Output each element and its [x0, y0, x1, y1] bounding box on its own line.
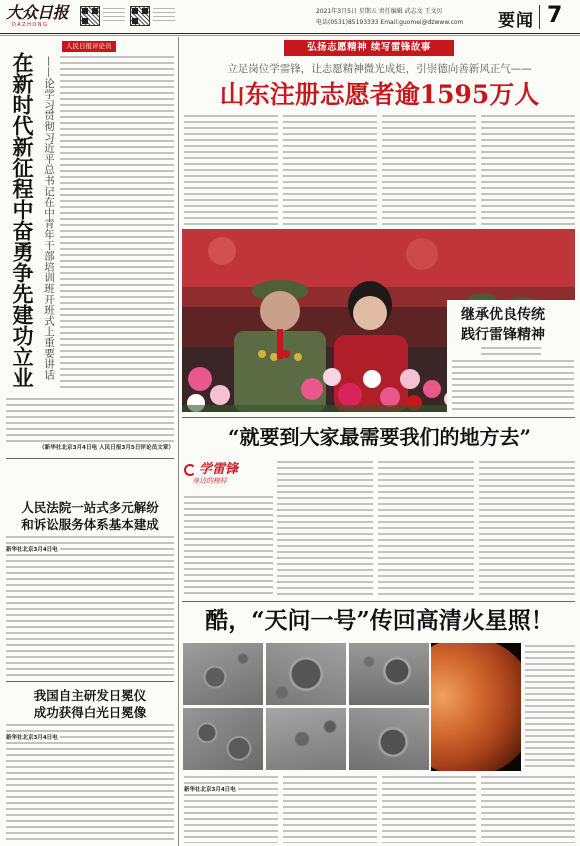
corona-body [6, 724, 174, 843]
corona-dateline: 新华社北京3月4日电 [6, 735, 58, 741]
qr-caption-lines [153, 8, 175, 24]
mars-photo-tile [266, 643, 346, 705]
court-headline [6, 499, 174, 533]
volunteer-kicker: 立足岗位学雷锋，让志愿精神微光成炬，引崇德向善新风正气—— [227, 63, 532, 75]
masthead-rule-thin [0, 35, 580, 36]
qr-code-icon [80, 6, 100, 26]
mars-headline: 酷，“天问一号”传回高清火星照！ [205, 607, 554, 634]
column-divider [178, 37, 179, 846]
mars-photo-tile [183, 708, 263, 770]
lei-feng-column-logo [184, 462, 272, 492]
lei-feng-logo-main: 学雷锋 [199, 462, 239, 477]
quote-body-col1 [184, 496, 273, 596]
qr-caption-lines [103, 8, 125, 24]
lei-feng-swoosh-icon [184, 464, 196, 476]
mars-body-col4 [481, 776, 575, 843]
logo-latin: DAZHONG [12, 22, 49, 28]
contact-line: 电话(0531)85193333 Email:guomei@dzwww.com [316, 19, 464, 26]
quote-body-col2 [277, 461, 373, 596]
volunteer-body-col3 [382, 115, 476, 225]
commentary-tag: 人民日报评论员 [62, 41, 116, 52]
mars-body-col1 [184, 776, 278, 843]
court-body [6, 536, 174, 676]
corona-headline-line1: 我国自主研发日冕仪 [33, 688, 147, 703]
corona-headline [6, 687, 174, 721]
sidebar-title-line1: 继承优良传统 [461, 307, 545, 323]
qr-code-icon [130, 6, 150, 26]
commentary-subtitle: ——论学习贯彻习近平总书记在中青年干部培训班开班式上重要讲话 [43, 56, 55, 380]
section-divider [6, 681, 174, 682]
volunteer-body-col4 [481, 115, 575, 225]
commentary-title: 在新时代新征程中奋勇争先建功立业 [10, 52, 35, 388]
date-line: 2021年3月5日 星期五 责任编辑 武志文 王文贝 [316, 8, 443, 15]
court-dateline: 新华社北京3月4日电 [6, 547, 58, 553]
volunteer-body-col2 [283, 115, 377, 225]
court-headline-line2: 和诉讼服务体系基本建成 [21, 517, 159, 532]
quote-body-col3 [378, 461, 474, 596]
sidebar-title-line2: 践行雷锋精神 [461, 327, 545, 343]
quote-headline: “就要到大家最需要我们的地方去” [227, 425, 531, 449]
mars-dateline: 新华社北京3月4日电 [184, 787, 236, 793]
mars-body-col2 [283, 776, 377, 843]
section-title: 要闻 [498, 11, 534, 31]
commentary-body [6, 398, 174, 442]
corona-headline-line2: 成功获得白光日冕像 [33, 705, 147, 720]
page-number: 7 [547, 3, 563, 28]
mars-photo-tile [349, 643, 429, 705]
masthead-rule [0, 33, 580, 34]
sidebar-byline [481, 347, 541, 357]
mars-globe-photo [431, 643, 521, 771]
commentary-body [60, 56, 174, 392]
volunteer-body-col1 [184, 115, 278, 225]
section-divider [182, 417, 575, 418]
mars-photo-tile [349, 708, 429, 770]
sidebar-body [452, 360, 574, 410]
mars-globe [431, 643, 521, 771]
lei-feng-logo-sub: 身边的榜样 [192, 477, 227, 485]
volunteer-banner: 弘扬志愿精神 续写雷锋故事 [284, 40, 454, 56]
logo-text: 大众日报 [6, 3, 69, 22]
section-divider [182, 601, 575, 602]
mars-photo-tile [266, 708, 346, 770]
commentary-source: （新华社北京3月4日电 人民日报3月5日评论员文章） [39, 445, 174, 451]
masthead-logo [6, 4, 68, 29]
court-headline-line1: 人民法院一站式多元解纷 [21, 500, 159, 515]
mars-caption [525, 645, 575, 771]
mars-body-col3 [382, 776, 476, 843]
mars-surface-photos [183, 643, 429, 771]
mars-photo-tile [183, 643, 263, 705]
section-divider [6, 458, 174, 459]
volunteer-headline: 山东注册志愿者逾1595万人 [219, 80, 540, 109]
quote-body-col4 [479, 461, 575, 596]
masthead-divider [539, 5, 540, 29]
sidebar-box [447, 300, 577, 413]
